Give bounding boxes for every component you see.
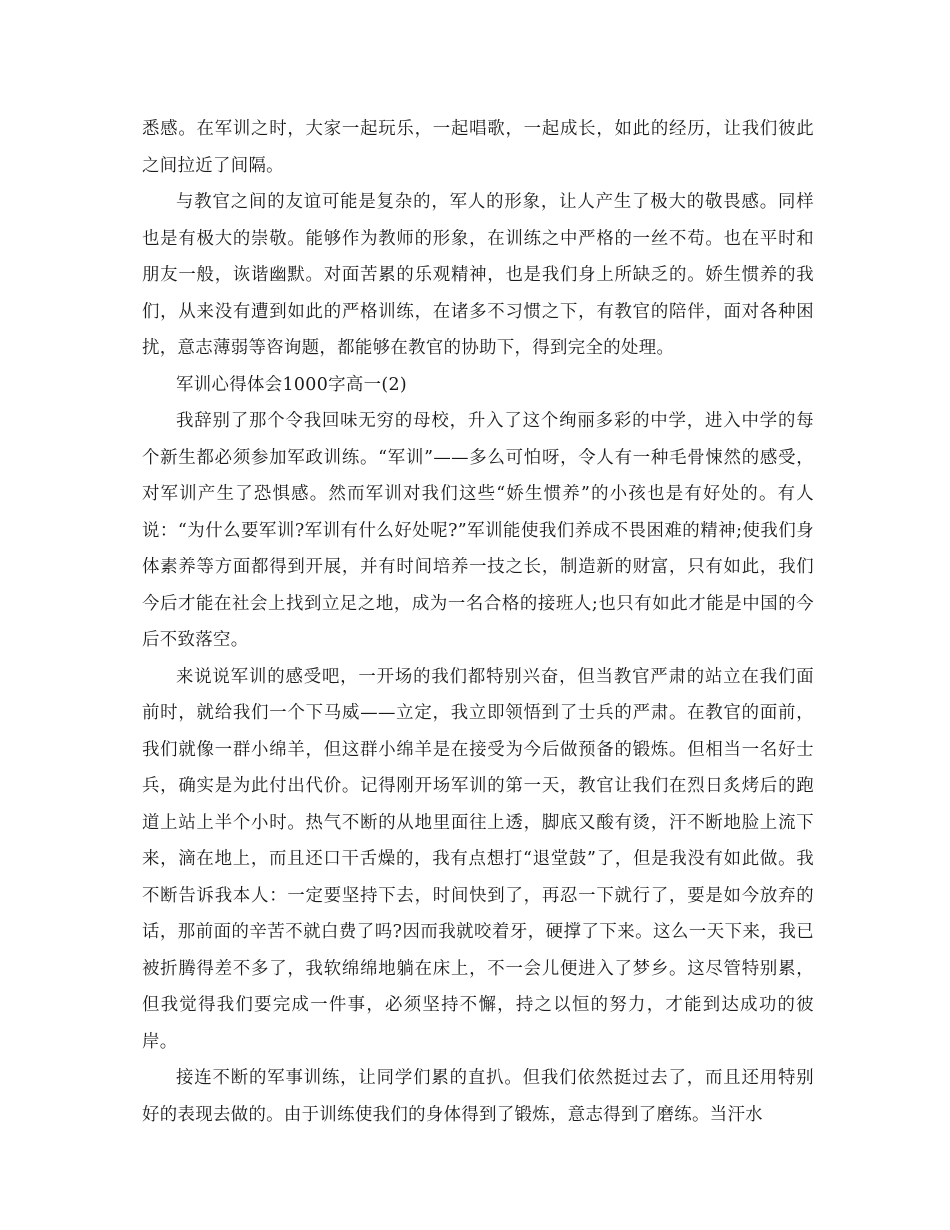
paragraph-4: 来说说军训的感受吧，一开场的我们都特别兴奋，但当教官严肃的站立在我们面前时，就给我们一个下马威——立定，我立即领悟到了士兵的严肃。在教官的面前，我们就像一群小绵羊，但这群小绵羊是在接受为今后做预备的锻炼。但相当一名好士兵，确实是为此付出代价。记得刚开场军训的第一天，教官让我们在烈日炙烤后的跑道上站上半个小时。热气不断的从地里面往上透，脚底又酸有烫，汗不断地脸上流下来，滴在地上，而且还口干舌燥的，我有点想打“退堂鼓”了，但是我没有如此做。我不断告诉我本人：一定要坚持下去，时间快到了，再忍一下就行了，要是如今放弃的话，那前面的辛苦不就白费了吗?因而我就咬着牙，硬撑了下来。这么一天下来，我已被折腾得差不多了，我软绵绵地躺在床上，不一会儿便进入了梦乡。这尽管特别累，但我觉得我们要完成一件事，必须坚持不懈，持之以恒的努力，才能到达成功的彼岸。 [142, 666, 814, 1052]
paragraph-2: 与教官之间的友谊可能是复杂的，军人的形象，让人产生了极大的敬畏感。同样也是有极大的崇敬。能够作为教师的形象，在训练之中严格的一丝不苟。也在平时和朋友一般，诙谐幽默。对面苦累的乐观精神，也是我们身上所缺乏的。娇生惯养的我们，从来没有遭到如此的严格训练，在诸多不习惯之下，有教官的陪伴，面对各种困扰，意志薄弱等咨询题，都能够在教官的协助下，得到完全的处理。 [142, 192, 814, 358]
document-body [142, 111, 814, 1133]
paragraph-1: 悉感。在军训之时，大家一起玩乐，一起唱歌，一起成长，如此的经历，让我们彼此之间拉近了间隔。 [142, 119, 814, 176]
paragraph-5: 接连不断的军事训练，让同学们累的直扒。但我们依然挺过去了，而且还用特别好的表现去做的。由于训练使我们的身体得到了锻炼，意志得到了磨练。当汗水 [142, 1068, 814, 1125]
section-heading: 军训心得体会1000字高一(2) [176, 374, 408, 395]
paragraph-3: 我辞别了那个令我回味无穷的母校，升入了这个绚丽多彩的中学，进入中学的每个新生都必须参加军政训练。“军训”——多么可怕呀，令人有一种毛骨悚然的感受，对军训产生了恐惧感。然而军训对我们这些“娇生惯养”的小孩也是有好处的。有人说：“为什么要军训?军训有什么好处呢?”军训能使我们养成不畏困难的精神;使我们身体素养等方面都得到开展，并有时间培养一技之长，制造新的财富，只有如此，我们今后才能在社会上找到立足之地，成为一名合格的接班人;也只有如此才能是中国的今后不致落空。 [142, 411, 814, 650]
